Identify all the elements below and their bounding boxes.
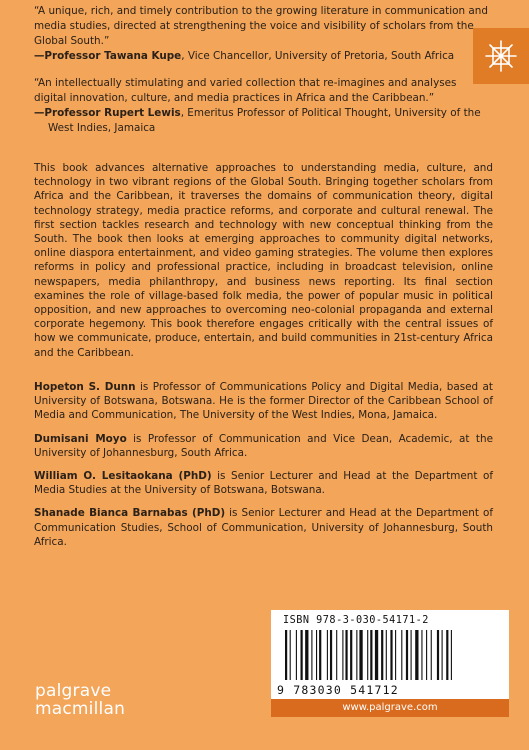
isbn-barcode <box>271 610 509 701</box>
quote-attribution <box>34 49 489 64</box>
quote-author: —Professor Tawana Kupe <box>34 50 182 62</box>
editor-bio <box>34 380 493 423</box>
editor-bio-text: is Senior Lecturer and Head at the Department of Communication Studies, School of Communication, University of Johannesburg, South Africa. <box>34 507 493 548</box>
editor-bio-text: is Professor of Communication and Vice Dean, Academic, at the University of Johannesburg, South Africa. <box>34 432 493 459</box>
editor-name: William O. Lesitaokana (PhD) <box>34 470 212 483</box>
isbn-label: ISBN 978-3-030-54171-2 <box>283 615 429 626</box>
endorsements <box>34 4 489 148</box>
publisher-url[interactable]: www.palgrave.com <box>271 699 509 717</box>
editor-bio <box>34 432 493 460</box>
quote-text: “A unique, rich, and timely contribution to the growing literature in communication and media studies, directed at strengthening the voice and visibility of scholars from the Global South.” <box>34 5 488 47</box>
quote-affiliation: , Emeritus Professor of Political Thought, University of the West Indies, Jamaica <box>48 107 481 134</box>
quote-text: “An intellectually stimulating and varied collection that re-imagines and analyses digital innovation, culture, and media practices in Africa and the Caribbean.” <box>34 77 457 104</box>
editor-name: Shanade Bianca Barnabas (PhD) <box>34 507 226 520</box>
editor-bio <box>34 506 493 549</box>
editor-bio-text: is Professor of Communications Policy and Digital Media, based at University of Botswana, Botswana. He is the former Director of the Caribbean School of Media and Communication, The University of the West Indies, Mona, Jamaica. <box>34 381 493 422</box>
barcode-digits: 9 783030 541712 <box>277 683 399 697</box>
editor-bio <box>34 469 493 497</box>
book-description: This book advances alternative approaches to understanding media, culture, and technology in two vibrant regions of the Global South. Bringing together scholars from Africa and the Caribbean, it traverses the domains of communication theory, digital technology strategy, media practice reforms, and corporate and cultural renewal. The first section tackles research and technology with new conceptual thinking from the South. The book then looks at emerging approaches to community digital networks, online diaspora entertainment, and video gaming strategies. The volume then explores reforms in policy and professional practice, including in broadcast television, online newspapers, media philanthropy, and business news reporting. Its final section examines the role of village-based folk media, the power of popular music in political opposition, and new approaches to overcoming neo-colonial propaganda and external corporate hegemony. This book therefore engages critically with the central issues of how we communicate, produce, entertain, and build communities in 21st-century Africa and the Caribbean. <box>34 162 493 359</box>
endorsement-quote <box>34 76 489 136</box>
quote-attribution <box>34 106 489 136</box>
editor-name: Hopeton S. Dunn <box>34 381 136 393</box>
publisher-logo <box>35 682 125 718</box>
quote-affiliation: , Vice Chancellor, University of Pretoria, South Africa <box>181 50 455 62</box>
barcode-icon <box>281 630 499 682</box>
endorsement-quote <box>34 4 489 64</box>
quote-author: —Professor Rupert Lewis <box>34 107 181 119</box>
logo-line-2: macmillan <box>35 699 126 719</box>
editor-bio-text: is Senior Lecturer and Head at the Department of Media Studies at the University of Botswana, Botswana. <box>34 470 493 497</box>
logo-line-1: palgrave <box>35 681 112 701</box>
editor-bios <box>34 380 493 558</box>
editor-name: Dumisani Moyo <box>34 432 127 445</box>
